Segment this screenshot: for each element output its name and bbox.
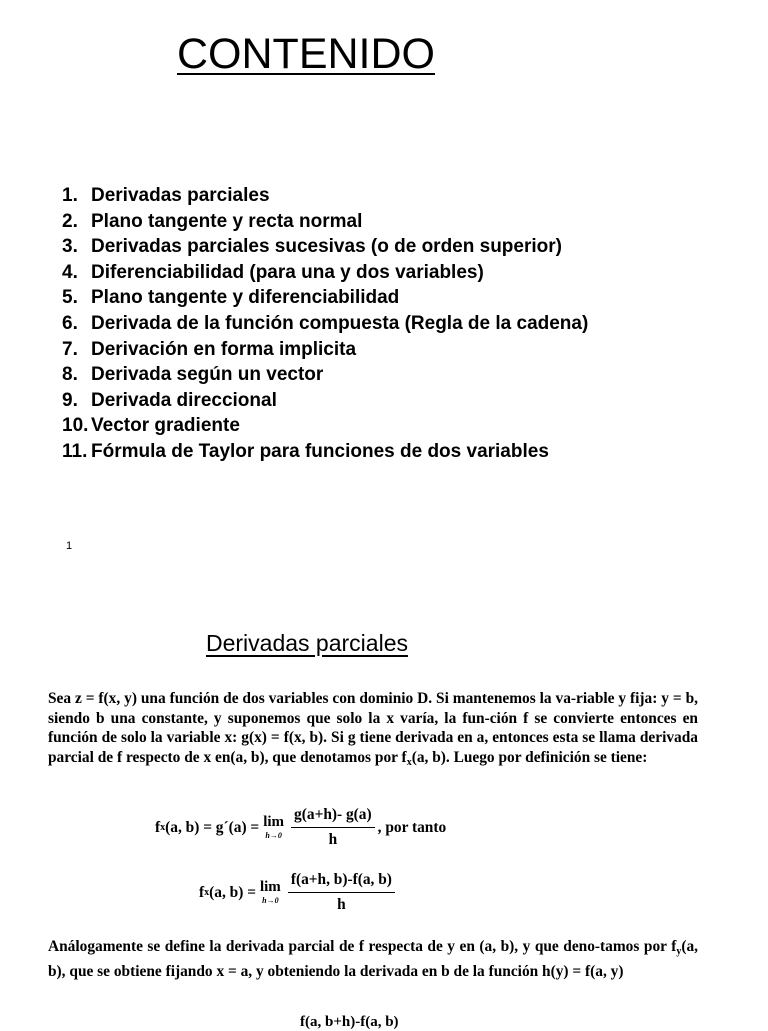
- cut-off-formula-numerator: f(a, b+h)-f(a, b): [300, 1014, 399, 1030]
- toc-item-number: 6.: [62, 312, 78, 334]
- toc-item: [62, 439, 588, 465]
- partial-derivative-formula-2: [199, 871, 398, 914]
- function-symbol: f: [199, 883, 205, 901]
- formula-lhs: (a, b) = g´(a) =: [165, 818, 260, 836]
- limit-subscript: h→0: [262, 896, 279, 905]
- toc-item-number: 2.: [62, 210, 78, 232]
- page-title: CONTENIDO: [177, 30, 435, 78]
- denominator: h: [337, 896, 346, 913]
- toc-item-label: Fórmula de Taylor para funciones de dos variables: [91, 440, 549, 462]
- numerator: g(a+h)- g(a): [291, 806, 375, 828]
- toc-item-label: Plano tangente y recta normal: [91, 210, 363, 232]
- toc-item-label: Derivadas parciales: [91, 185, 270, 206]
- denominator: h: [328, 831, 338, 848]
- paragraph-text: Sea z = f(x, y) una función de dos variables con dominio D. Si mantenemos la va-riable y fija: y = b, siendo b una constante, y suponemos que solo la x varía, la fun-ción f se convierte entonces en función de solo la variable x: g(x) = f(x, b). Si g tiene derivada en a, entonces esta se llama derivada parcial de f respecto de x en(a, b), que denotamos por f: [48, 690, 698, 767]
- toc-item: [62, 234, 588, 260]
- toc-item: [62, 413, 588, 439]
- toc-item-label: Vector gradiente: [91, 415, 240, 437]
- toc-item-label: Derivada según un vector: [91, 364, 324, 386]
- fraction: [288, 871, 395, 914]
- limit-operator: [260, 880, 281, 905]
- subscript: y: [676, 946, 682, 957]
- toc-item-label: Diferenciabilidad (para una y dos variables): [91, 261, 484, 283]
- limit-word: lim: [263, 814, 285, 830]
- subscript: x: [406, 757, 412, 769]
- toc-item-label: Derivadas parciales sucesivas (o de orden superior): [91, 236, 562, 258]
- toc-item: [62, 311, 588, 337]
- toc-item-number: 8.: [62, 364, 78, 386]
- toc-item-number: 11.: [62, 440, 88, 462]
- toc-item: [62, 362, 588, 388]
- toc-item-label: Derivación en forma implicita: [91, 338, 357, 360]
- toc-item-label: Plano tangente y diferenciabilidad: [91, 287, 400, 309]
- numerator: f(a+h, b)-f(a, b): [288, 871, 395, 893]
- formula-tail: , por tanto: [377, 818, 447, 836]
- toc-item-number: 5.: [62, 287, 78, 309]
- toc-item-number: 10.: [62, 415, 89, 437]
- toc-item: [62, 183, 588, 209]
- limit-word: lim: [259, 879, 281, 895]
- table-of-contents: [62, 183, 588, 465]
- toc-item-number: 9.: [62, 389, 78, 411]
- toc-item: [62, 388, 588, 414]
- toc-item-number: 3.: [62, 236, 78, 258]
- toc-item: [62, 285, 588, 311]
- partial-derivative-formula-1: [155, 806, 446, 849]
- subscript: x: [204, 887, 210, 898]
- toc-item-label: Derivada direccional: [91, 389, 277, 411]
- analogous-definition-paragraph: [48, 937, 698, 981]
- toc-item: [62, 209, 588, 235]
- fraction: [291, 806, 375, 849]
- toc-item-number: 1.: [62, 185, 78, 206]
- toc-item: [62, 260, 588, 286]
- formula-lhs: (a, b) =: [209, 883, 256, 901]
- toc-item-label: Derivada de la función compuesta (Regla de la cadena): [91, 312, 589, 334]
- paragraph-text: (a, b). Luego por definición se tiene:: [411, 749, 648, 767]
- toc-item-number: 7.: [62, 338, 78, 360]
- definition-paragraph: [48, 689, 698, 773]
- subscript: x: [160, 822, 166, 833]
- limit-subscript: h→0: [265, 831, 282, 840]
- function-symbol: f: [155, 818, 161, 836]
- limit-operator: [263, 815, 284, 840]
- paragraph-text: (a, b), que se obtiene fijando x = a, y obteniendo la derivada en b de la función h(y) = f(a, y): [48, 938, 698, 980]
- paragraph-text: Análogamente se define la derivada parcial de f respecta de y en (a, b), y que deno-tamos por f: [48, 938, 677, 955]
- page-number: 1: [66, 540, 73, 552]
- section-title: Derivadas parciales: [206, 630, 408, 656]
- toc-item-number: 4.: [62, 261, 78, 283]
- toc-item: [62, 337, 588, 363]
